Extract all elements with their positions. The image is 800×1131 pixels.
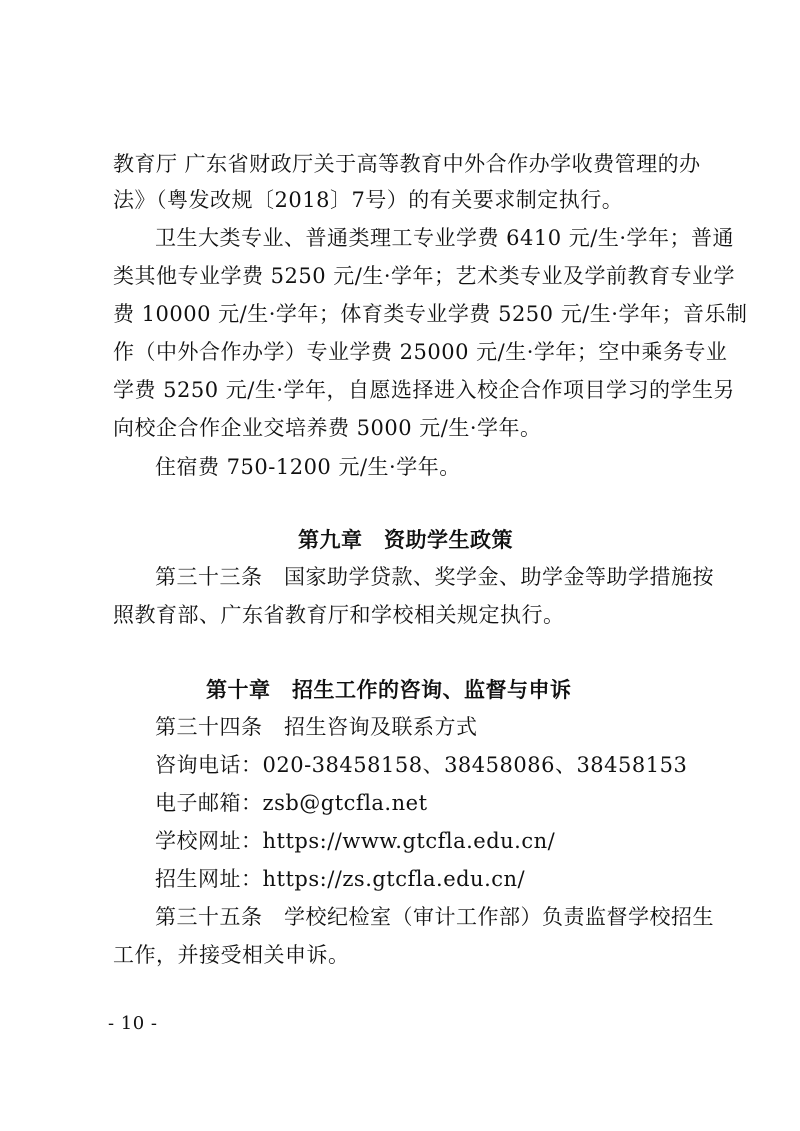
fees-line-6: 向校企合作企业交培养费 5000 元/生·学年。 xyxy=(113,416,542,440)
email-address: 电子邮箱：zsb@gtcfla.net xyxy=(155,791,428,815)
school-website: 学校网址：https://www.gtcfla.edu.cn/ xyxy=(155,829,556,853)
article-33-line-1: 第三十三条 国家助学贷款、奖学金、助学金等助学措施按 xyxy=(155,565,714,589)
article-34: 第三十四条 招生咨询及联系方式 xyxy=(155,715,478,739)
admission-website: 招生网址：https://zs.gtcfla.edu.cn/ xyxy=(155,867,526,891)
continuation-line-2: 法》（粤发改规〔2018〕7号）的有关要求制定执行。 xyxy=(113,188,624,212)
chapter-10-title: 第十章 招生工作的咨询、监督与申诉 xyxy=(206,677,572,702)
accommodation-fee: 住宿费 750-1200 元/生·学年。 xyxy=(155,455,461,479)
fees-line-5: 学费 5250 元/生·学年，自愿选择进入校企合作项目学习的学生另 xyxy=(113,378,736,402)
fees-line-3: 费 10000 元/生·学年；体育类专业学费 5250 元/生·学年；音乐制 xyxy=(113,302,748,326)
fees-line-1: 卫生大类专业、普通类理工专业学费 6410 元/生·学年；普通 xyxy=(155,226,735,250)
fees-line-4: 作（中外合作办学）专业学费 25000 元/生·学年；空中乘务专业 xyxy=(113,340,728,364)
continuation-line-1: 教育厅 广东省财政厅关于高等教育中外合作办学收费管理的办 xyxy=(113,152,701,176)
article-33-line-2: 照教育部、广东省教育厅和学校相关规定执行。 xyxy=(113,603,565,627)
article-35-line-1: 第三十五条 学校纪检室（审计工作部）负责监督学校招生 xyxy=(155,905,714,929)
fees-line-2: 类其他专业学费 5250 元/生·学年；艺术类专业及学前教育专业学 xyxy=(113,264,736,288)
chapter-9-title: 第九章 资助学生政策 xyxy=(298,527,513,552)
article-35-line-2: 工作，并接受相关申诉。 xyxy=(113,943,350,967)
page-number: - 10 - xyxy=(108,1013,158,1034)
consult-phone: 咨询电话：020-38458158、38458086、38458153 xyxy=(155,753,688,777)
